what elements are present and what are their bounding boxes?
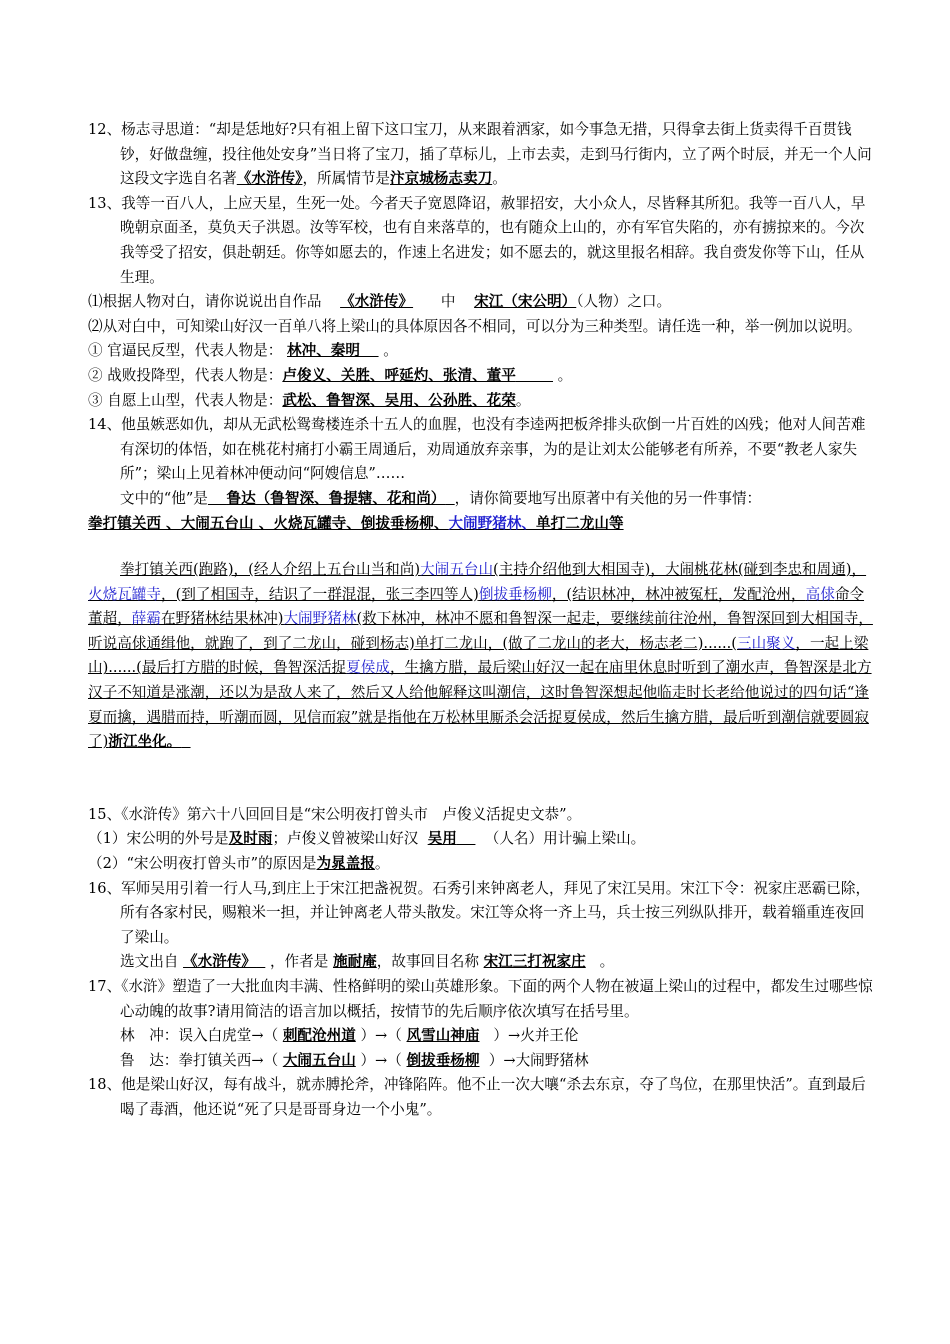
- q15-sub2: （2）“宋公明夜打曾头市”的原因是为晁盖报。: [88, 855, 390, 873]
- q17-text: 17、《水浒》塑造了一大批血肉丰满、性格鲜明的梁山英雄形象。下面的两个人物在被逼上梁山的过程中，都发生过哪些惊心动魄的故事?请用简洁的语言加以概括，按情节的先后顺序依次填写在括号里。: [88, 978, 873, 1020]
- q17-linchong: 林 冲：误入白虎堂→（ 刺配沧州道 ）→（ 风雪山神庙 ）→火并王伦: [120, 1027, 579, 1045]
- q18-text: 18、他是梁山好汉，每有战斗，就赤膊抡斧，冲锋陷阵。他不止一次大嚷“杀去东京，夺了鸟位，在那里快活”。直到最后喝了毒酒，他还说“死了只是哥哥身边一个小鬼”。: [88, 1076, 866, 1118]
- q14-question: 文中的“他”是 鲁达（鲁智深、鲁提辖、花和尚） ，请你简要地写出原著中有关他的另一件事情：: [120, 489, 762, 507]
- q13-type1: ① 官逼民反型，代表人物是： 林冲、秦明 。: [88, 342, 398, 360]
- q12-text: 12、杨志寻思道：“却是恁地好?只有祖上留下这口宝刀，从来跟着洒家，如今事急无措，只得拿去街上货卖得千百贯钱钞，好做盘缠，投往他处安身”当日将了宝刀，插了草标儿，上市去卖，走到马行街内，立了两个时辰，并无一个人问: [88, 121, 872, 163]
- q15-text: 15、《水浒传》第六十八回回目是“宋公明夜打曾头市 卢俊义活捉史文恭”。: [88, 805, 582, 823]
- q12-answer: 这段文字选自名著《水浒传》，所属情节是汴京城杨志卖刀。: [120, 170, 507, 188]
- q14-events: 拳打镇关西 、大闹五台山 、火烧瓦罐寺、倒拔垂杨柳、大闹野猪林、单打二龙山等: [88, 514, 624, 532]
- q17-luda: 鲁 达：拳打镇关西→（ 大闹五台山 ）→（ 倒拔垂杨柳 ）→大闹野猪林: [120, 1051, 589, 1069]
- q14-text: 14、他虽嫉恶如仇，却从无武松鸳鸯楼连杀十五人的血腥，也没有李逵两把板斧排头砍倒一片百姓的凶残；他对人间苦难有深切的体悟，如在桃花村痛打小霸王周通后，劝周通放弃亲事，为的是让刘太公能够老有所养，不要“教老人家失所”；梁山上见着林冲便动问“阿嫂信息”……: [88, 416, 866, 483]
- q13-type3: ③ 自愿上山型，代表人物是：武松、鲁智深、吴用、公孙胜、花荣。: [88, 391, 531, 409]
- q13-text: 13、我等一百八人，上应天星，生死一处。今者天子宽恩降诏，赦罪招安，大小众人，尽皆释其所犯。我等一百八人，早晚朝京面圣，莫负天子洪恩。汝等军校，也有自来落草的，也有随众上山的，亦有军官失陷的，亦有掳掠来的。今次我等受了招安，俱赴朝廷。你等如愿去的，作速上名进发；如不愿去的，就这里报名相辞。我自赍发你等下山，任从生理。: [88, 194, 866, 286]
- q13-type2: ② 战败投降型，代表人物是：卢俊义、关胜、呼延灼、张清、董平 。: [88, 366, 573, 384]
- q15-sub1: （1）宋公明的外号是及时雨；卢俊义曾被梁山好汉 吴用 （人名）用计骗上梁山。: [88, 830, 646, 848]
- q13-sub2: ⑵从对白中，可知梁山好汉一百单八将上梁山的具体原因各不相同，可以分为三种类型。请任选一种，举一例加以说明。: [88, 317, 862, 335]
- q13-sub1: ⑴根据人物对白，请你说说出自作品 《水浒传》 中 宋江（宋公明）（人物）之口。: [88, 293, 672, 311]
- q14-detail: 拳打镇关西(跑路)，(经人介绍上五台山当和尚)大闹五台山(主持介绍他到大相国寺)，大闹桃花林(碰到李忠和周通)，火烧瓦罐寺，(到了相国寺，结识了一群混混，张三李四等人)倒拔垂杨柳，(结识林冲，林冲被冤枉，发配沧州，高俅命令董超，薛霸在野猪林结果林冲)大闹野猪林(救下林冲，林冲不愿和鲁智深一起走，要继续前往沧州，鲁智深回到大相国寺，听说高俅通缉他，就跑了，到了二龙山，碰到杨志)单打二龙山，(做了二龙山的老大，杨志老二)......(三山聚义，一起上梁山)......(最后打方腊的时候，鲁智深活捉夏侯成，生擒方腊，最后梁山好汉一起在庙里休息时听到了潮水声，鲁智深是北方汉子不知道是涨潮，还以为是敌人来了，然后又人给他解释这叫潮信，这时鲁智深想起他临走时长老给他说过的四句话“逢夏而擒，遇腊而持，听潮而圆，见信而寂”就是指他在万松林里厮杀会活捉夏侯成，然后生擒方腊，最后听到潮信就要圆寂了)浙江坐化。: [88, 561, 873, 751]
- document-page: [88, 118, 878, 1123]
- q16-answer: 选文出自 《水浒传》 ，作者是 施耐庵，故事回目名称 宋江三打祝家庄 。: [120, 953, 615, 971]
- q16-text: 16、军师吴用引着一行人马,到庄上于宋江把盏祝贺。石秀引来钟离老人，拜见了宋江吴用。宋江下令：祝家庄恶霸已除，所有各家村民，赐粮米一担，并让钟离老人带头散发。宋江等众将一齐上马，兵士按三列纵队排开，载着辎重连夜回了梁山。: [88, 879, 871, 946]
